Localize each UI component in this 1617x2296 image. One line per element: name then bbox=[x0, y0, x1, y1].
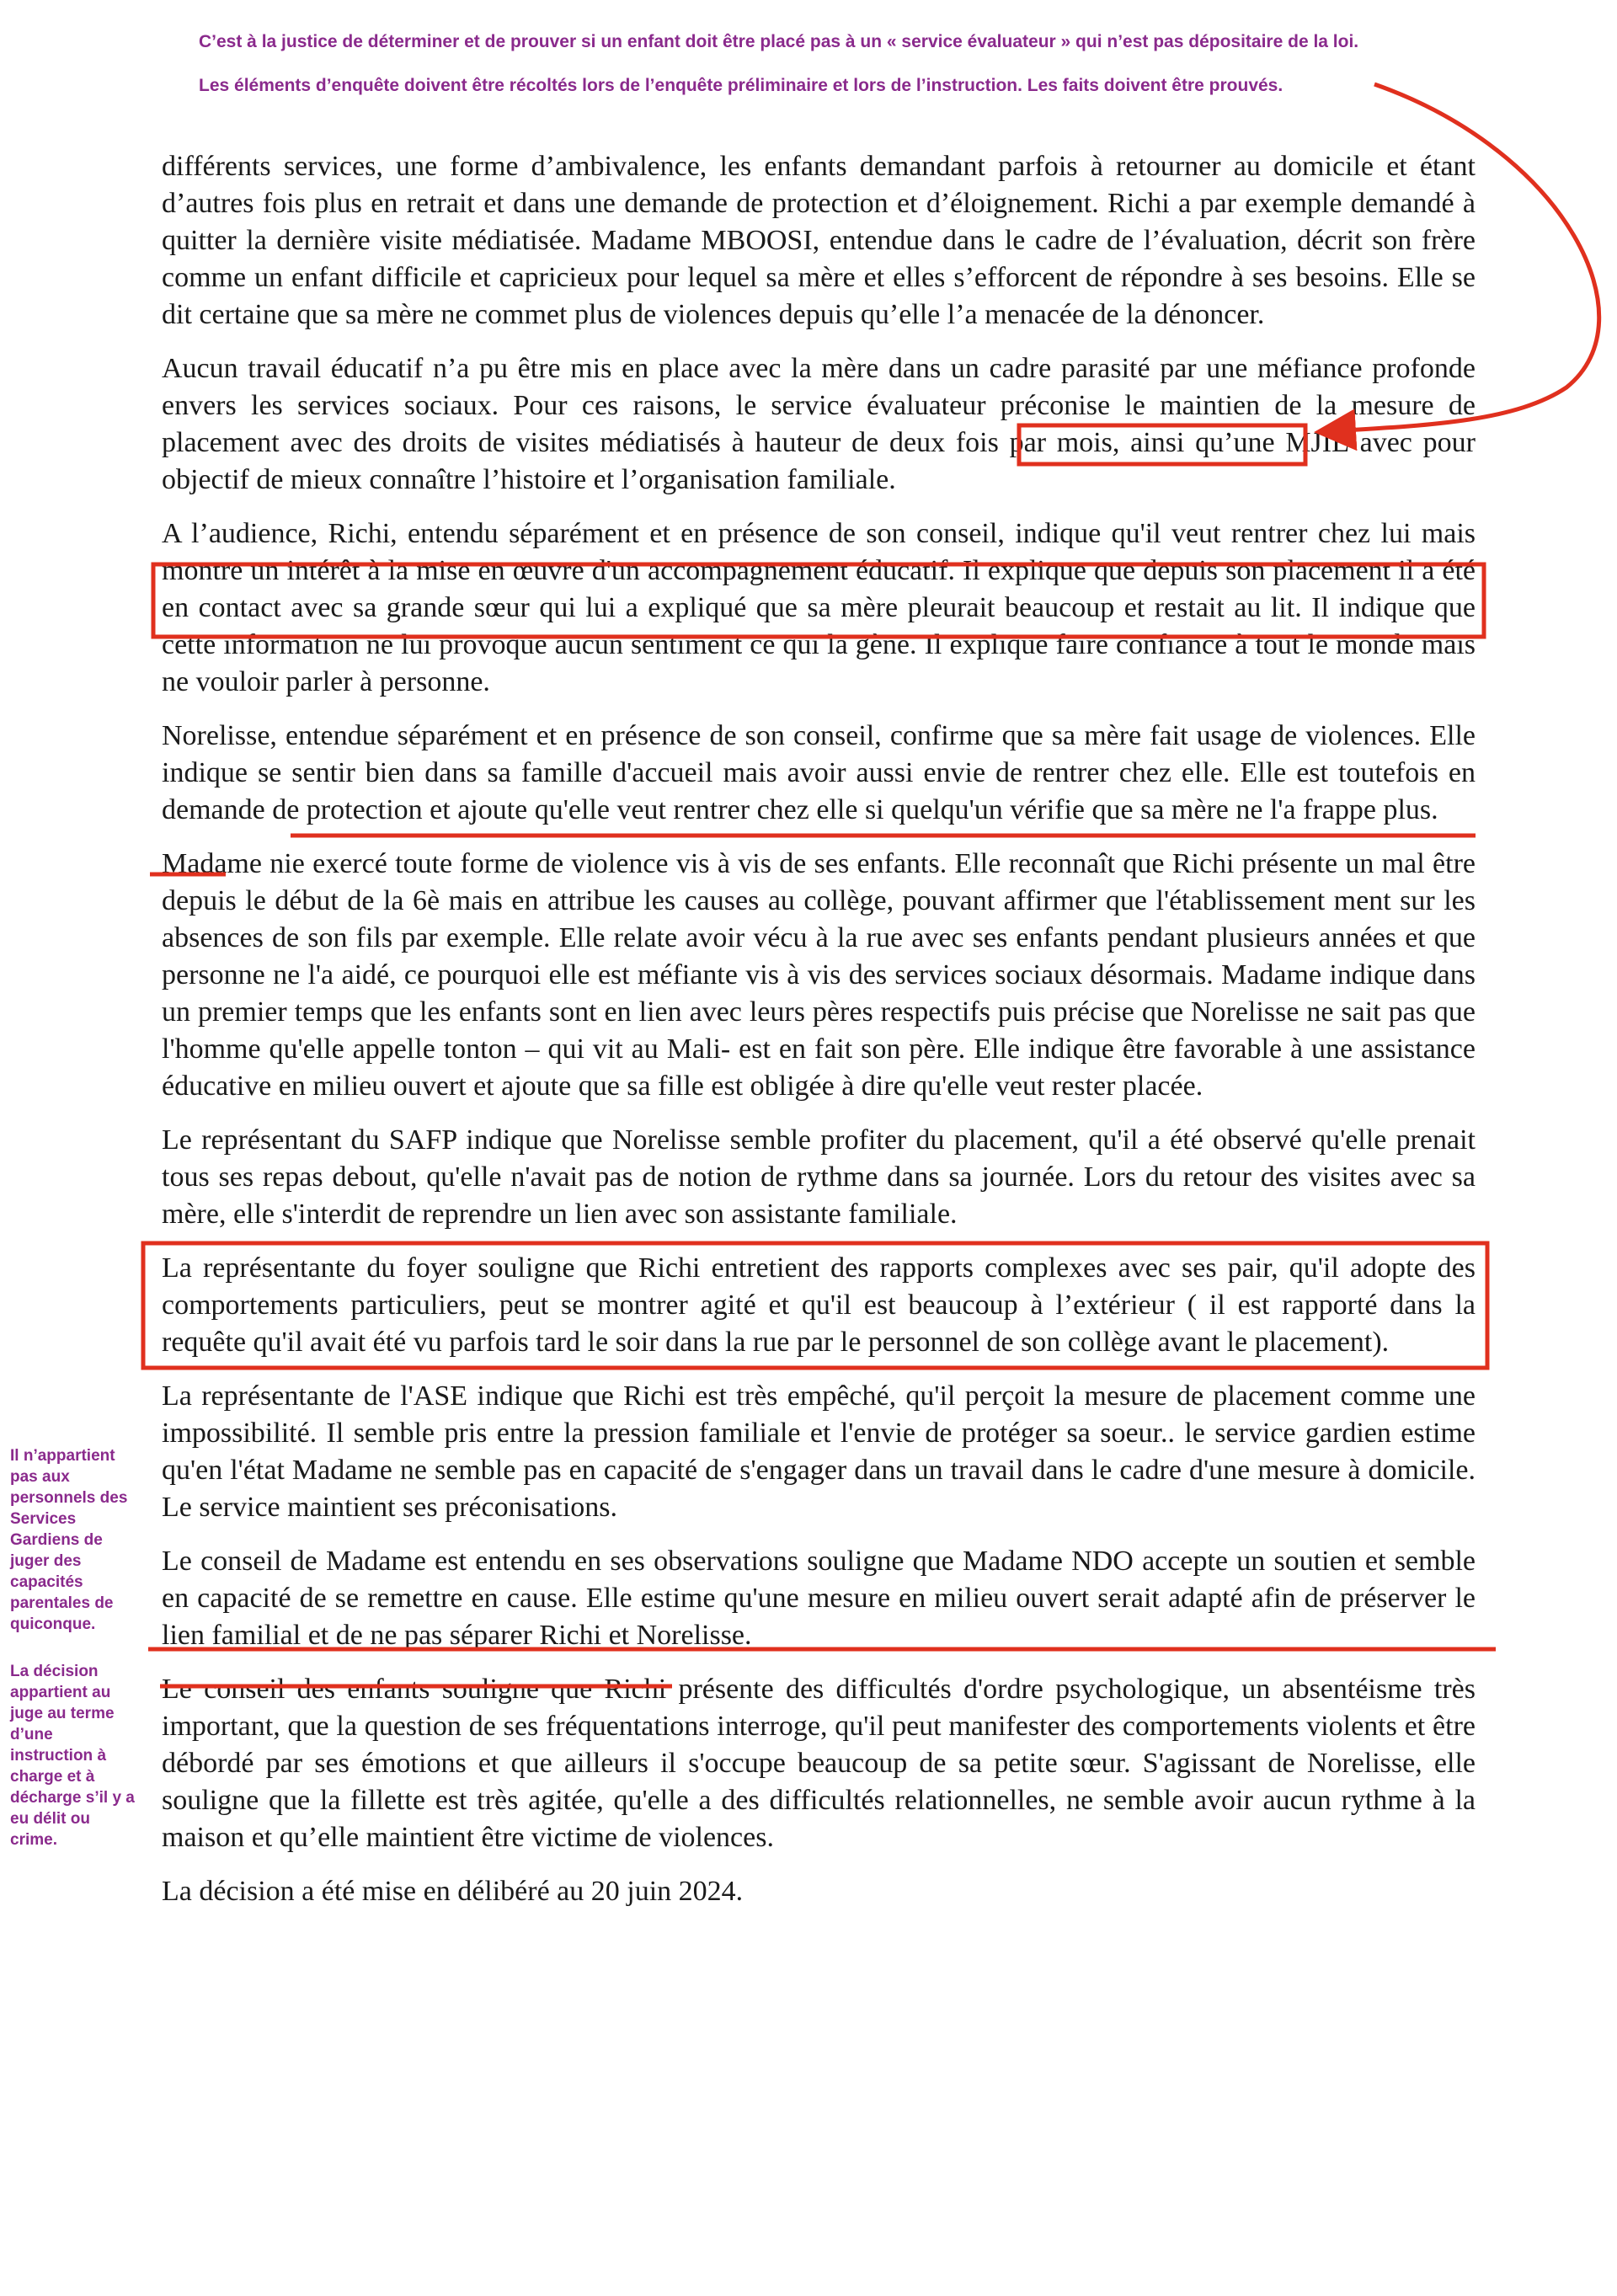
side-note-1: Il n’appartient pas aux personnels des Services Gardiens de juger des capacités parentales de quiconque. bbox=[10, 1447, 128, 1633]
annotation-top-line-1: C’est à la justice de déterminer et de prouver si un enfant doit être placé pas à un « service évaluateur » qui n’est pas dépositaire de la loi. bbox=[199, 32, 1359, 51]
paragraph-7: La représentante du foyer souligne que Richi entretient des rapports complexes avec ses pair, qu'il adopte des comportements particuliers, peut se montrer agité et qu'il est beaucoup à l’extérieur ( il est rapporté dans la requête qu'il avait été vu parfois tard le soir dans la rue par le personnel de son collège avant le placement). bbox=[162, 1252, 1476, 1358]
paragraph-4: Norelisse, entendue séparément et en présence de son conseil, confirme que sa mère fait usage de violences. Elle indique se sentir bien dans sa famille d'accueil mais avoir aussi envie de rentrer chez elle. Elle est toutefois en demande de protection et ajoute qu'elle veut rentrer chez elle si quelqu'un vérifie que sa mère ne l'a frappe plus. bbox=[162, 720, 1476, 825]
paragraph-1: différents services, une forme d’ambivalence, les enfants demandant parfois à retourner au domicile et étant d’autres fois plus en retrait et dans une demande de protection et d’éloignement. Richi a par exemple demandé à quitter la dernière visite médiatisée. Madame MBOOSI, entendue dans le cadre de l’évaluation, décrit son frère comme un enfant difficile et capricieux pour lequel sa mère et elles s’efforcent de répondre à ses besoins. Elle se dit certaine que sa mère ne commet plus de violences depuis qu’elle l’a menacée de la dénoncer. bbox=[162, 151, 1476, 330]
paragraph-3: A l’audience, Richi, entendu séparément et en présence de son conseil, indique qu'il veut rentrer chez lui mais montre un intérêt à la mise en œuvre d'un accompagnement éducatif. Il explique que depuis son placement il a été en contact avec sa grande sœur qui lui a expliqué que sa mère pleurait beaucoup et restait au lit. Il indique que cette information ne lui provoque aucun sentiment ce qui la gène. Il explique faire confiance à tout le monde mais ne vouloir parler à personne. bbox=[162, 518, 1476, 697]
paragraph-2: Aucun travail éducatif n’a pu être mis en place avec la mère dans un cadre parasité par une méfiance profonde envers les services sociaux. Pour ces raisons, le service évaluateur préconise le maintien de la mesure de placement avec des droits de visites médiatisés à hauteur de deux fois par mois, ainsi qu’une MJIE avec pour objectif de mieux connaître l’histoire et l’organisation familiale. bbox=[162, 353, 1476, 495]
paragraph-5: Madame nie exercé toute forme de violence vis à vis de ses enfants. Elle reconnaît que Richi présente un mal être depuis le début de la 6è mais en attribue les causes au collège, pouvant affirmer que l'établissement ment sur les absences de son fils par exemple. Elle relate avoir vécu à la rue avec ses enfants pendant plusieurs années et que personne ne l'a aidé, ce pourquoi elle est méfiante vis à vis des services sociaux désormais. Madame indique dans un premier temps que les enfants sont en lien avec leurs pères respectifs puis précise que Norelisse ne sait pas que l'homme qu'elle appelle tonton – qui vit au Mali- est en fait son père. Elle indique être favorable à une assistance éducative en milieu ouvert et ajoute que sa fille est obligée à dire qu'elle veut rester placée. bbox=[162, 848, 1476, 1102]
paragraph-10: Le conseil des enfants souligne que Richi présente des difficultés d'ordre psychologique, un absentéisme très important, que la question de ses fréquentations interroge, qu'il peut manifester des comportements violents et être débordé par ses émotions et que ailleurs il s'occupe beaucoup de sa petite sœur. S'agissant de Norelisse, elle souligne que la fillette est très agitée, qu'elle a des difficultés relationnelles, ne semble avoir aucun rythme à la maison et qu’elle maintient être victime de violences. bbox=[162, 1674, 1476, 1853]
annotation-top-line-2: Les éléments d’enquête doivent être récoltés lors de l’enquête préliminaire et lors de l’instruction. Les faits doivent être prouvés. bbox=[199, 76, 1283, 95]
paragraph-6: Le représentant du SAFP indique que Norelisse semble profiter du placement, qu'il a été observé qu'elle prenait tous ses repas debout, qu'elle n'avait pas de notion de rythme dans sa journée. Lors du retour des visites avec sa mère, elle s'interdit de reprendre un lien avec son assistante familiale. bbox=[162, 1124, 1476, 1230]
paragraph-8: La représentante de l'ASE indique que Richi est très empêché, qu'il perçoit la mesure de placement comme une impossibilité. Il semble pris entre la pression familiale et l'envie de protéger sa soeur.. le service gardien estime qu'en l'état Madame ne semble pas en capacité de s'engager dans un travail dans le cadre d'une mesure à domicile. Le service maintient ses préconisations. bbox=[162, 1380, 1476, 1523]
document-body bbox=[162, 148, 1476, 1927]
paragraph-11: La décision a été mise en délibéré au 20 juin 2024. bbox=[162, 1876, 744, 1907]
side-note-2: La décision appartient au juge au terme d’une instruction à charge et à décharge s’il y a eu délit ou crime. bbox=[10, 1663, 135, 1849]
paragraph-9: Le conseil de Madame est entendu en ses observations souligne que Madame NDO accepte un soutien et semble en capacité de se remettre en cause. Elle estime qu'une mesure en milieu ouvert serait adapté afin de préserver le lien familial et de ne pas séparer Richi et Norelisse. bbox=[162, 1546, 1476, 1651]
